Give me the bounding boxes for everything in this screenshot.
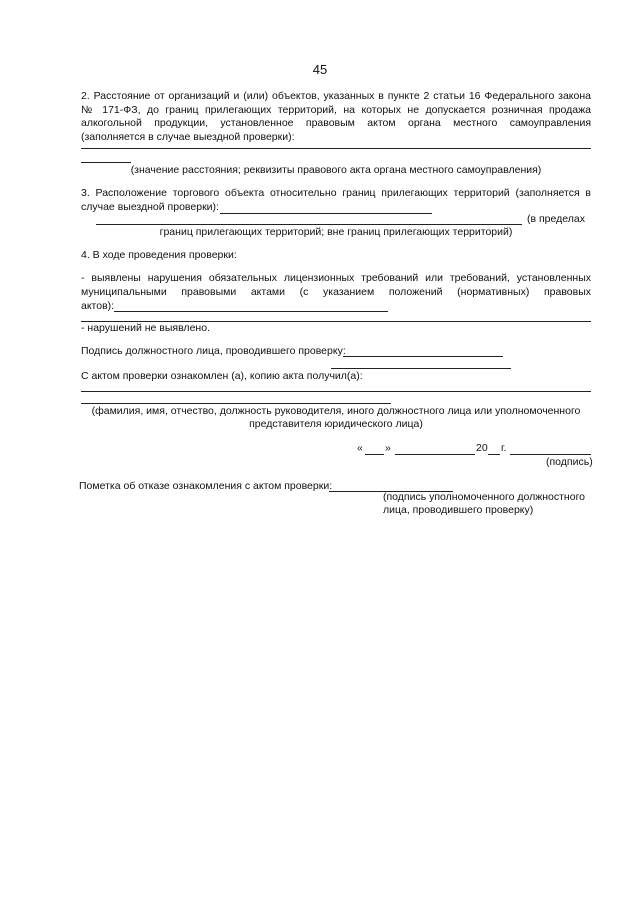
item-4-violations-line-3: актов): (81, 300, 115, 312)
item-3-text-line-2: случае выездной проверки): (81, 201, 219, 213)
item-4-no-violations: - нарушений не выявлено. (81, 322, 210, 334)
acquainted-label: С актом проверки ознакомлен (а), копию акта получил(а): (81, 370, 363, 382)
date-year-prefix: 20 (476, 442, 488, 454)
item-4-violations-line-1: - выявлены нарушения обязательных лицензионных требований или требований, установленных (81, 272, 591, 284)
signature-blank-line[interactable] (343, 356, 503, 357)
item-2-blank-line-2[interactable] (81, 162, 131, 163)
item-2-text: 2. Расстояние от организаций и (или) объектов, указанных в пункте 2 статьи 16 Федерального закона № 171-ФЗ, до границ прилегающих территорий, на которых не допускается розничная продажа алкогольной продукции, установленное правовым актом органа местного самоуправления (заполняется в случае выездной проверки): (81, 90, 591, 143)
refusal-label: Пометка об отказе ознакомления с актом проверки: (79, 480, 333, 492)
item-3-blank-line-2[interactable] (96, 224, 522, 225)
item-3-caption-a: (в пределах (527, 213, 585, 225)
date-signature-blank[interactable] (510, 454, 591, 455)
acquainted-caption-a: (фамилия, имя, отчество, должность руководителя, иного должностного лица или уполномоченного (91, 405, 581, 417)
page-number: 45 (312, 62, 328, 77)
refusal-caption-a: (подпись уполномоченного должностного (383, 491, 586, 503)
item-3-blank-line-1[interactable] (220, 213, 432, 214)
date-year-blank[interactable] (488, 454, 500, 455)
item-4-violations-line-2: муниципальными правовыми актами (с указанием положений (нормативных) правовых (81, 286, 591, 298)
acquainted-caption-b: представителя юридического лица) (249, 418, 423, 430)
item-3-caption-b: границ прилегающих территорий; вне границ прилегающих территорий) (159, 226, 513, 238)
item-2-caption: (значение расстояния; реквизиты правового акта органа местного самоуправления) (130, 164, 542, 176)
item-4-blank-line-1[interactable] (114, 311, 388, 312)
item-4-heading: 4. В ходе проведения проверки: (81, 249, 237, 261)
acquainted-blank-line-1[interactable] (81, 391, 591, 392)
refusal-caption-b: лица, проводившего проверку) (383, 504, 534, 516)
signature-label: Подпись должностного лица, проводившего проверку: (81, 345, 346, 357)
item-3-text-line-1: 3. Расположение торгового объекта относительно границ прилегающих территорий (заполняется в (81, 187, 591, 199)
item-2-blank-line-1[interactable] (81, 148, 591, 149)
date-month-blank[interactable] (395, 454, 475, 455)
date-day-blank[interactable] (365, 454, 384, 455)
date-year-suffix: г. (501, 442, 507, 454)
date-close-quote: » (385, 442, 391, 454)
signature-blank-line-2[interactable] (331, 368, 511, 369)
date-open-quote: « (357, 442, 363, 454)
date-signature-caption: (подпись) (546, 456, 593, 468)
acquainted-blank-line-2[interactable] (81, 403, 391, 404)
